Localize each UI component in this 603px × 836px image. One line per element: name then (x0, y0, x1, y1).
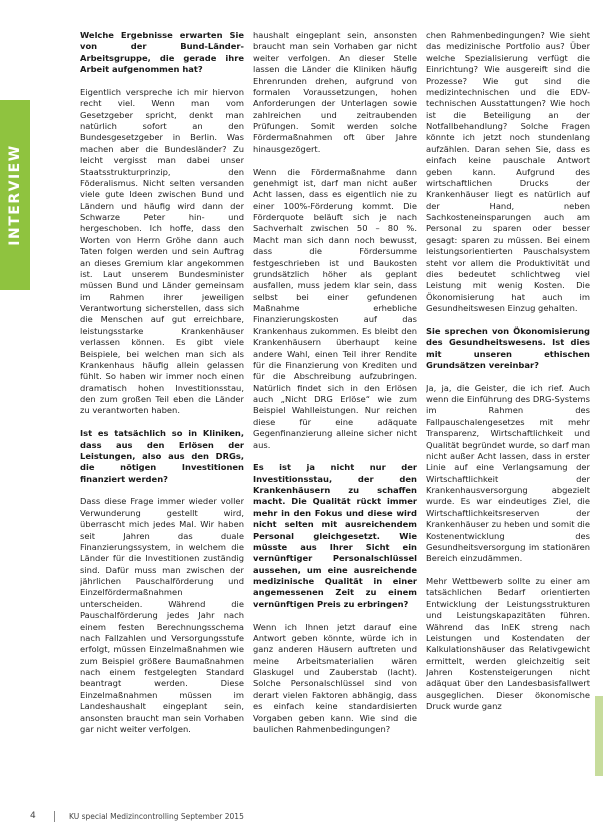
page-edge-accent (595, 696, 603, 776)
section-label: INTERVIEW (7, 144, 23, 246)
interview-question: Sie sprechen von Ökonomisierung des Gesundheitswesens. Ist dies mit unseren ethischen Grundsätzen vereinbar? (426, 325, 590, 370)
interview-answer: Wenn die Fördermaßnahme dann genehmigt ist, darf man nicht außer Acht lassen, dass es eigentlich nie zu einer 100%-Förderung kommt. Die Förderquote beläuft sich je nach Sachverhalt zwischen 50 – 80 %. Macht man sich dann noch bewusst, dass die Fördersumme festgeschrieben ist und Baukosten grundsätzlich höher als geplant ausfallen, muss jedem klar sein, dass selbst bei einer gefundenen Maßnahme erhebliche Finanzierungskosten auf das Krankenhaus zukommen. Es bleibt den Krankenhäusern überhaupt keine andere Wahl, einen Teil ihrer Rendite für die Finanzierung von Krediten und für die Abschreibung aufzubringen. Natürlich findet sich in den Erlösen auch „Nicht DRG Erlöse“ wie zum Beispiel Wahlleistungen. Nur reichen diese für eine adäquate Gegenfinanzierung alleine sicher nicht aus. (253, 166, 417, 450)
interview-question: Es ist ja nicht nur der Investitionsstau, der den Krankenhäusern zu schaffen macht. Die Qualität rückt immer mehr in den Fokus und diese wird nicht selten mit ausreichendem Personal gleichgesetzt. Wie müsste aus Ihrer Sicht ein vernünftiger Personalschlüssel aussehen, um eine ausreichende medizinische Qualität in einer angemessenen Zeit zu einem vernünftigen Preis zu erbringen? (253, 462, 417, 609)
interview-question: Welche Ergebnisse erwarten Sie von der Bund-Länder-Arbeitsgruppe, die gerade ihre Arbeit aufgenommen hat? (80, 30, 244, 75)
interview-question: Ist es tatsächlich so in Kliniken, dass aus den Erlösen der Leistungen, also aus den DRGs, die nötigen Investitionen finanziert werden? (80, 428, 244, 484)
interview-answer: Eigentlich verspreche ich mir hiervon recht viel. Wenn man vom Gesetzgeber spricht, denkt man natürlich sofort an den Bundesgesetzgeber in Berlin. Was machen aber die Bundesländer? Zu leicht vergisst man dabei unser Staatsstrukturprinzip, den Föderalismus. Nicht selten versanden viele gute Ideen zwischen Bund und Ländern und häufig wird dann der Schwarze Peter hin- und hergeschoben. Ich hoffe, dass den Worten von Herrn Gröhe dann auch Taten folgen werden und sein Auftrag an dieses Gremium klar angekommen ist. Laut unserem Bundesminister müssen Bund und Länder gemeinsam im Rahmen ihrer jeweiligen Verantwortung sicherstellen, dass sich die Menschen auf gut erreichbare, leistungsstarke Krankenhäuser verlassen können. Es gibt viele Beispiele, bei welchen man sich als Krankenhaus häufig allein gelassen fühlt. So haben wir immer noch einen dramatisch hohen Investitionsstau, den zum großen Teil eben die Länder zu verantworten haben. (80, 86, 244, 416)
publication-info: KU special Medizincontrolling September 2015 (69, 811, 244, 821)
text-column-1 (80, 30, 244, 794)
article-body (80, 30, 592, 794)
footer-divider (54, 811, 55, 822)
text-column-3 (426, 30, 590, 794)
interview-answer: chen Rahmenbedingungen? Wie sieht das medizinische Portfolio aus? Über welche Spezialisierung verfügt die Einrichtung? Wie ausgereift sind die Prozesse? Wie gut sind die medizintechnischen und die EDV-technischen Ausstattungen? Wie hoch ist die Beteiligung an der Notfallbehandlung? Solche Fragen könnte ich jetzt noch stundenlang aufzählen. Daran sehen Sie, dass es einfach keine pauschale Antwort geben kann. Aufgrund des wirtschaftlichen Drucks der Krankenhäuser liegt es natürlich auf der Hand, neben Sachkosteneinsparungen auch am Personal zu sparen oder besser gesagt: sparen zu müssen. Bei einem leistungsorientierten Pauschalsystem steht vor allem die Produktivität und dies bedeutet schlichtweg viel Leistung mit wenig Kosten. Die Ökonomisierung hat auch im Gesundheitswesen Einzug gehalten. (426, 30, 590, 313)
interview-answer: Mehr Wettbewerb sollte zu einer am tatsächlichen Bedarf orientierten Entwicklung der Leistungsstrukturen und Leistungskapazitäten führen. Während das InEK streng nach Leistungen und Kostendaten der Kalkulationshäuser das Relativgewicht ermittelt, werden gleichzeitig seit Jahren Kostensteigerungen nicht adäquat über den Landesbasisfallwert ausgeglichen. Dieser ökonomische Druck wurde ganz (426, 576, 590, 712)
page-number: 4 (30, 811, 36, 821)
section-tab (0, 100, 30, 290)
interview-answer: Ja, ja, die Geister, die ich rief. Auch wenn die Einführung des DRG-Systems im Rahmen des Fallpauschalengesetzes mit mehr Transparenz, Wirtschaftlichkeit und Qualität begründet wurde, so darf man nicht außer Acht lassen, dass in erster Linie auf eine Verlangsamung der Wirtschaftlichkeit der Krankenhausversorgung abgezielt wurde. Es war eindeutiges Ziel, die Wirtschaftlichkeitsreserven der Krankenhäuser zu heben und somit die Kostenentwicklung des Gesundheitsversorgung im stationären Bereich einzudämmen. (426, 382, 590, 564)
page-footer (30, 809, 590, 823)
interview-answer: Wenn ich Ihnen jetzt darauf eine Antwort geben könnte, würde ich in ganz anderen Häusern auftreten und meine Arbeitsmaterialien wären Glaskugel und Zauberstab (lacht). Solche Personalschlüssel sind von derart vielen Faktoren abhängig, dass es einfach keine standardisierten Vorgaben geben kann. Wie sind die baulichen Rahmenbedingungen? (253, 621, 417, 734)
interview-answer: haushalt eingeplant sein, ansonsten braucht man sein Vorhaben gar nicht weiter verfolgen. An dieser Stelle lassen die Länder die Kliniken häufig Ehrenrunden drehen, aufgrund von formalen Voraussetzungen, hohen Anforderungen der Unterlagen sowie zahlreichen und zeitraubenden Prüfungen. Somit werden solche Fördermaßnahmen oft über Jahre hinausgezögert. (253, 30, 417, 154)
text-column-2 (253, 30, 417, 794)
interview-answer: Dass diese Frage immer wieder voller Verwunderung gestellt wird, überrascht mich jedes Mal. Wir haben seit Jahren das duale Finanzierungssystem, in welchem die Länder für die Investitionen zuständig sind. Dafür muss man zwischen der jährlichen Pauschalförderung und Einzelfördermaßnahmen unterscheiden. Während die Pauschalförderung jedes Jahr nach einem festen Berechnungsschema nach Fallzahlen und Versorgungsstufe erfolgt, müssen Einzelmaßnahmen wie zum Beispiel größere Baumaßnahmen nach einem festgelegten Standard beantragt werden. Diese Einzelmaßnahmen müssen im Landeshaushalt eingeplant sein, ansonsten braucht man sein Vorhaben gar nicht weiter verfolgen. (80, 496, 244, 734)
